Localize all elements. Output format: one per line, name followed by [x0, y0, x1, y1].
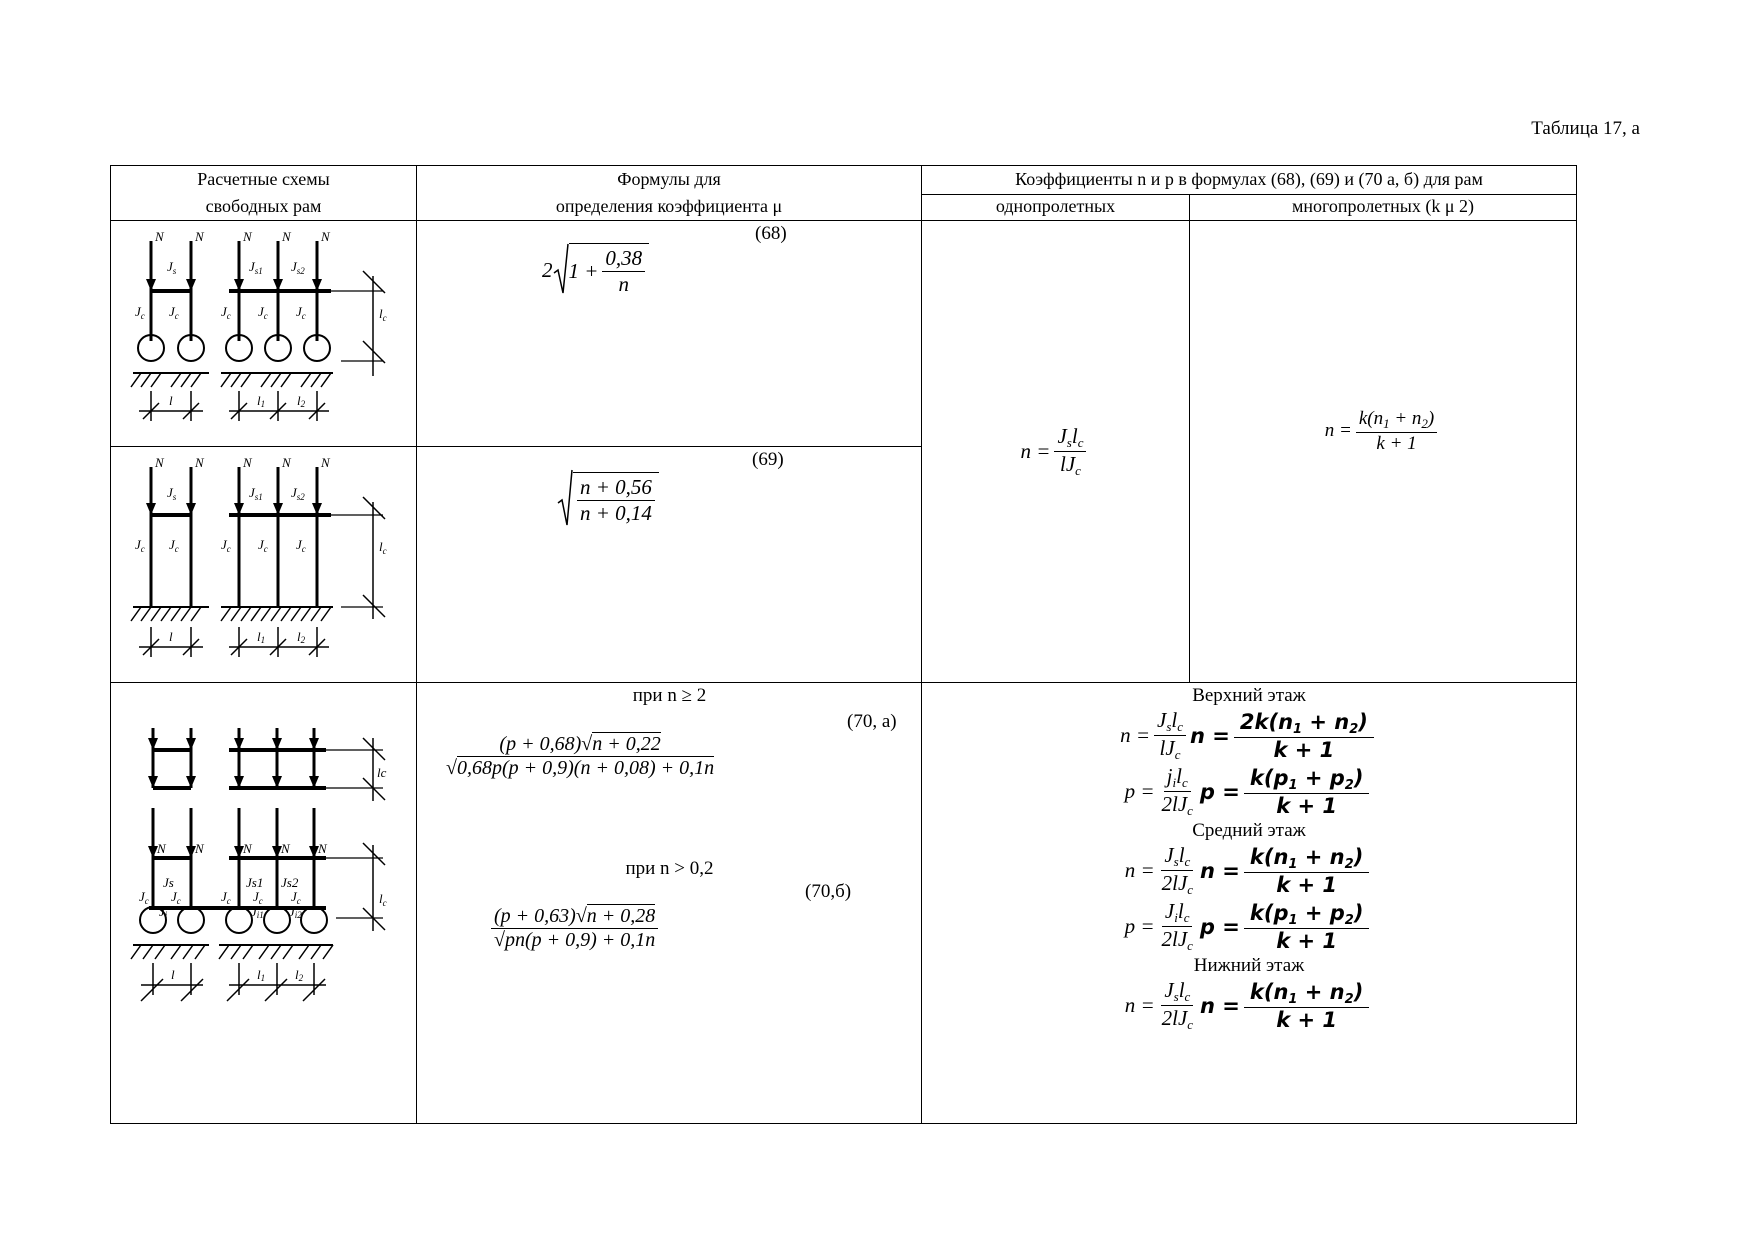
eq-label-70b: (70,б) [805, 881, 852, 902]
svg-text:N: N [155, 455, 164, 470]
condition-b: при n > 0,2 [625, 858, 714, 879]
formula-68: 2 1 + $\frac{0,38}{n}$ [542, 243, 649, 297]
svg-text:N: N [318, 841, 327, 856]
multi-span-cell [1190, 221, 1577, 683]
svg-text:Js: $J_s$ [167, 485, 177, 502]
svg-text:lc: $l_c$ [379, 306, 387, 323]
svg-text:Jc: $J_c$ [291, 889, 301, 906]
svg-text:Jc: $J_c$ [296, 304, 306, 321]
svg-text:N: N [157, 841, 166, 856]
svg-text:N: N [195, 455, 204, 470]
svg-text:N: N [155, 229, 164, 244]
fixed-frame-diagram [111, 447, 416, 681]
header-multi-span: многопролетных (k μ 2) [1190, 194, 1577, 220]
svg-text:lc: $l_c$ [379, 539, 387, 556]
upper-n-formula: n = $\frac{J_sl_c}{lJ_c}$ n = $\frac{2k(n_1 + n_2)}{k + 1}$ [922, 708, 1576, 763]
svg-text:N: N [282, 455, 291, 470]
svg-text:lc: $l_c$ [379, 891, 387, 908]
svg-text:N: N [243, 229, 252, 244]
single-span-cell [922, 221, 1190, 683]
formula-69: $\frac{n + 0,56}{n + 0,14}$ [557, 469, 659, 529]
svg-text:Jc: $J_c$ [171, 889, 181, 906]
svg-text:l: l [169, 629, 173, 644]
svg-text:lc: lc [377, 765, 387, 780]
svg-text:l2: l2 [297, 629, 306, 645]
single-span-formula: n = $\frac{J_sl_c}{lJ_c}$ [922, 424, 1189, 479]
svg-text:Jc: $J_c$ [221, 889, 231, 906]
formula-70-cell [417, 683, 922, 1124]
svg-text:Js1: $J_{s1}$ [249, 259, 263, 276]
eq-label-70a: (70, а) [847, 711, 897, 732]
svg-text:Js2: $J_{s2}$ [291, 259, 305, 276]
sqrt-icon [557, 469, 573, 529]
svg-text:N: N [243, 455, 252, 470]
eq-label-68: (68) [755, 223, 787, 244]
header-single-span: однопролетных [922, 194, 1190, 220]
multi-span-formula: n = $\frac{k(n_1 + n_2)}{k + 1}$ [1190, 408, 1576, 455]
upper-p-formula: p = $\frac{j_il_c}{2lJ_c}$ p = $\frac{k(p_1 + p_2)}{k + 1}$ [922, 764, 1576, 819]
formula-69-cell [417, 447, 922, 683]
svg-text:Jc: $J_c$ [221, 304, 231, 321]
middle-floor-label: Средний этаж [1192, 820, 1306, 841]
svg-text:Jc: $J_c$ [135, 304, 145, 321]
header-formulas: Формулы для определения коэффициента μ [417, 166, 922, 221]
svg-text:Jc: $J_c$ [135, 537, 145, 554]
svg-text:Jc: $J_c$ [258, 304, 268, 321]
svg-text:l1: l1 [257, 393, 266, 409]
scheme-multistorey-frames [111, 683, 417, 1124]
svg-text:l1: l1 [257, 967, 266, 983]
svg-text:N: N [243, 841, 252, 856]
svg-text:Jc: $J_c$ [169, 304, 179, 321]
svg-text:l: l [171, 967, 175, 982]
svg-text:N: N [195, 229, 204, 244]
svg-text:l2: l2 [295, 967, 304, 983]
middle-n-formula: n = $\frac{J_sl_c}{2lJ_c}$ n = $\frac{k(n_1 + n_2)}{k + 1}$ [922, 843, 1576, 898]
svg-text:N: N [195, 841, 204, 856]
svg-text:Js: Js [163, 875, 174, 890]
svg-text:Js2: Js2 [281, 875, 299, 890]
svg-text:Js2: $J_{s2}$ [291, 485, 305, 502]
multistorey-frame-diagram [111, 683, 416, 1123]
hinged-frame-diagram [111, 221, 416, 445]
svg-text:Jc: $J_c$ [258, 537, 268, 554]
svg-text:N: N [321, 229, 330, 244]
svg-text:Jc: $J_c$ [221, 537, 231, 554]
svg-text:N: N [282, 229, 291, 244]
condition-a: при n ≥ 2 [632, 685, 707, 706]
lower-n-formula: n = $\frac{J_sl_c}{2lJ_c}$ n = $\frac{k(n_1 + n_2)}{k + 1}$ [922, 978, 1576, 1033]
svg-text:Jc: $J_c$ [253, 889, 263, 906]
scheme-fixed-frames [111, 447, 417, 683]
svg-text:N: N [281, 841, 290, 856]
svg-text:Js1: $J_{s1}$ [249, 485, 263, 502]
formula-70b: $\frac{(p + 0,63)√n + 0,28}{√pn(p + 0,9) + 0,1n}$ [487, 905, 662, 952]
svg-text:N: N [321, 455, 330, 470]
svg-text:Js: $J_s$ [167, 259, 177, 276]
header-coefficients: Коэффициенты n и p в формулах (68), (69) и (70 а, б) для рам [922, 166, 1577, 195]
sqrt-icon [553, 243, 569, 297]
eq-label-69: (69) [752, 449, 784, 470]
svg-text:Jc: $J_c$ [169, 537, 179, 554]
svg-text:Jc: $J_c$ [296, 537, 306, 554]
svg-text:l: l [169, 393, 173, 408]
middle-p-formula: p = $\frac{J_il_c}{2lJ_c}$ p = $\frac{k(p_1 + p_2)}{k + 1}$ [922, 899, 1576, 954]
svg-text:Ji2: Ji2 [289, 904, 302, 920]
formula-70a: $\frac{(p + 0,68)√n + 0,22}{√0,68p(p + 0,9)(n + 0,08) + 0,1n}$ [446, 733, 715, 779]
storey-coefficients-cell [922, 683, 1577, 1124]
svg-text:Ji: Ji [159, 904, 168, 920]
svg-text:l1: l1 [257, 629, 266, 645]
svg-text:l2: l2 [297, 393, 306, 409]
upper-floor-label: Верхний этаж [1192, 685, 1306, 706]
coefficients-table [110, 165, 1577, 1124]
svg-text:Ji1: Ji1 [251, 904, 264, 920]
header-schemes: Расчетные схемы свободных рам [111, 166, 417, 221]
svg-text:Jc: $J_c$ [139, 889, 149, 906]
formula-68-cell [417, 221, 922, 447]
scheme-hinged-frames [111, 221, 417, 447]
table-caption: Таблица 17, а [1531, 118, 1640, 139]
svg-text:Js1: Js1 [246, 875, 264, 890]
lower-floor-label: Нижний этаж [1193, 955, 1305, 976]
